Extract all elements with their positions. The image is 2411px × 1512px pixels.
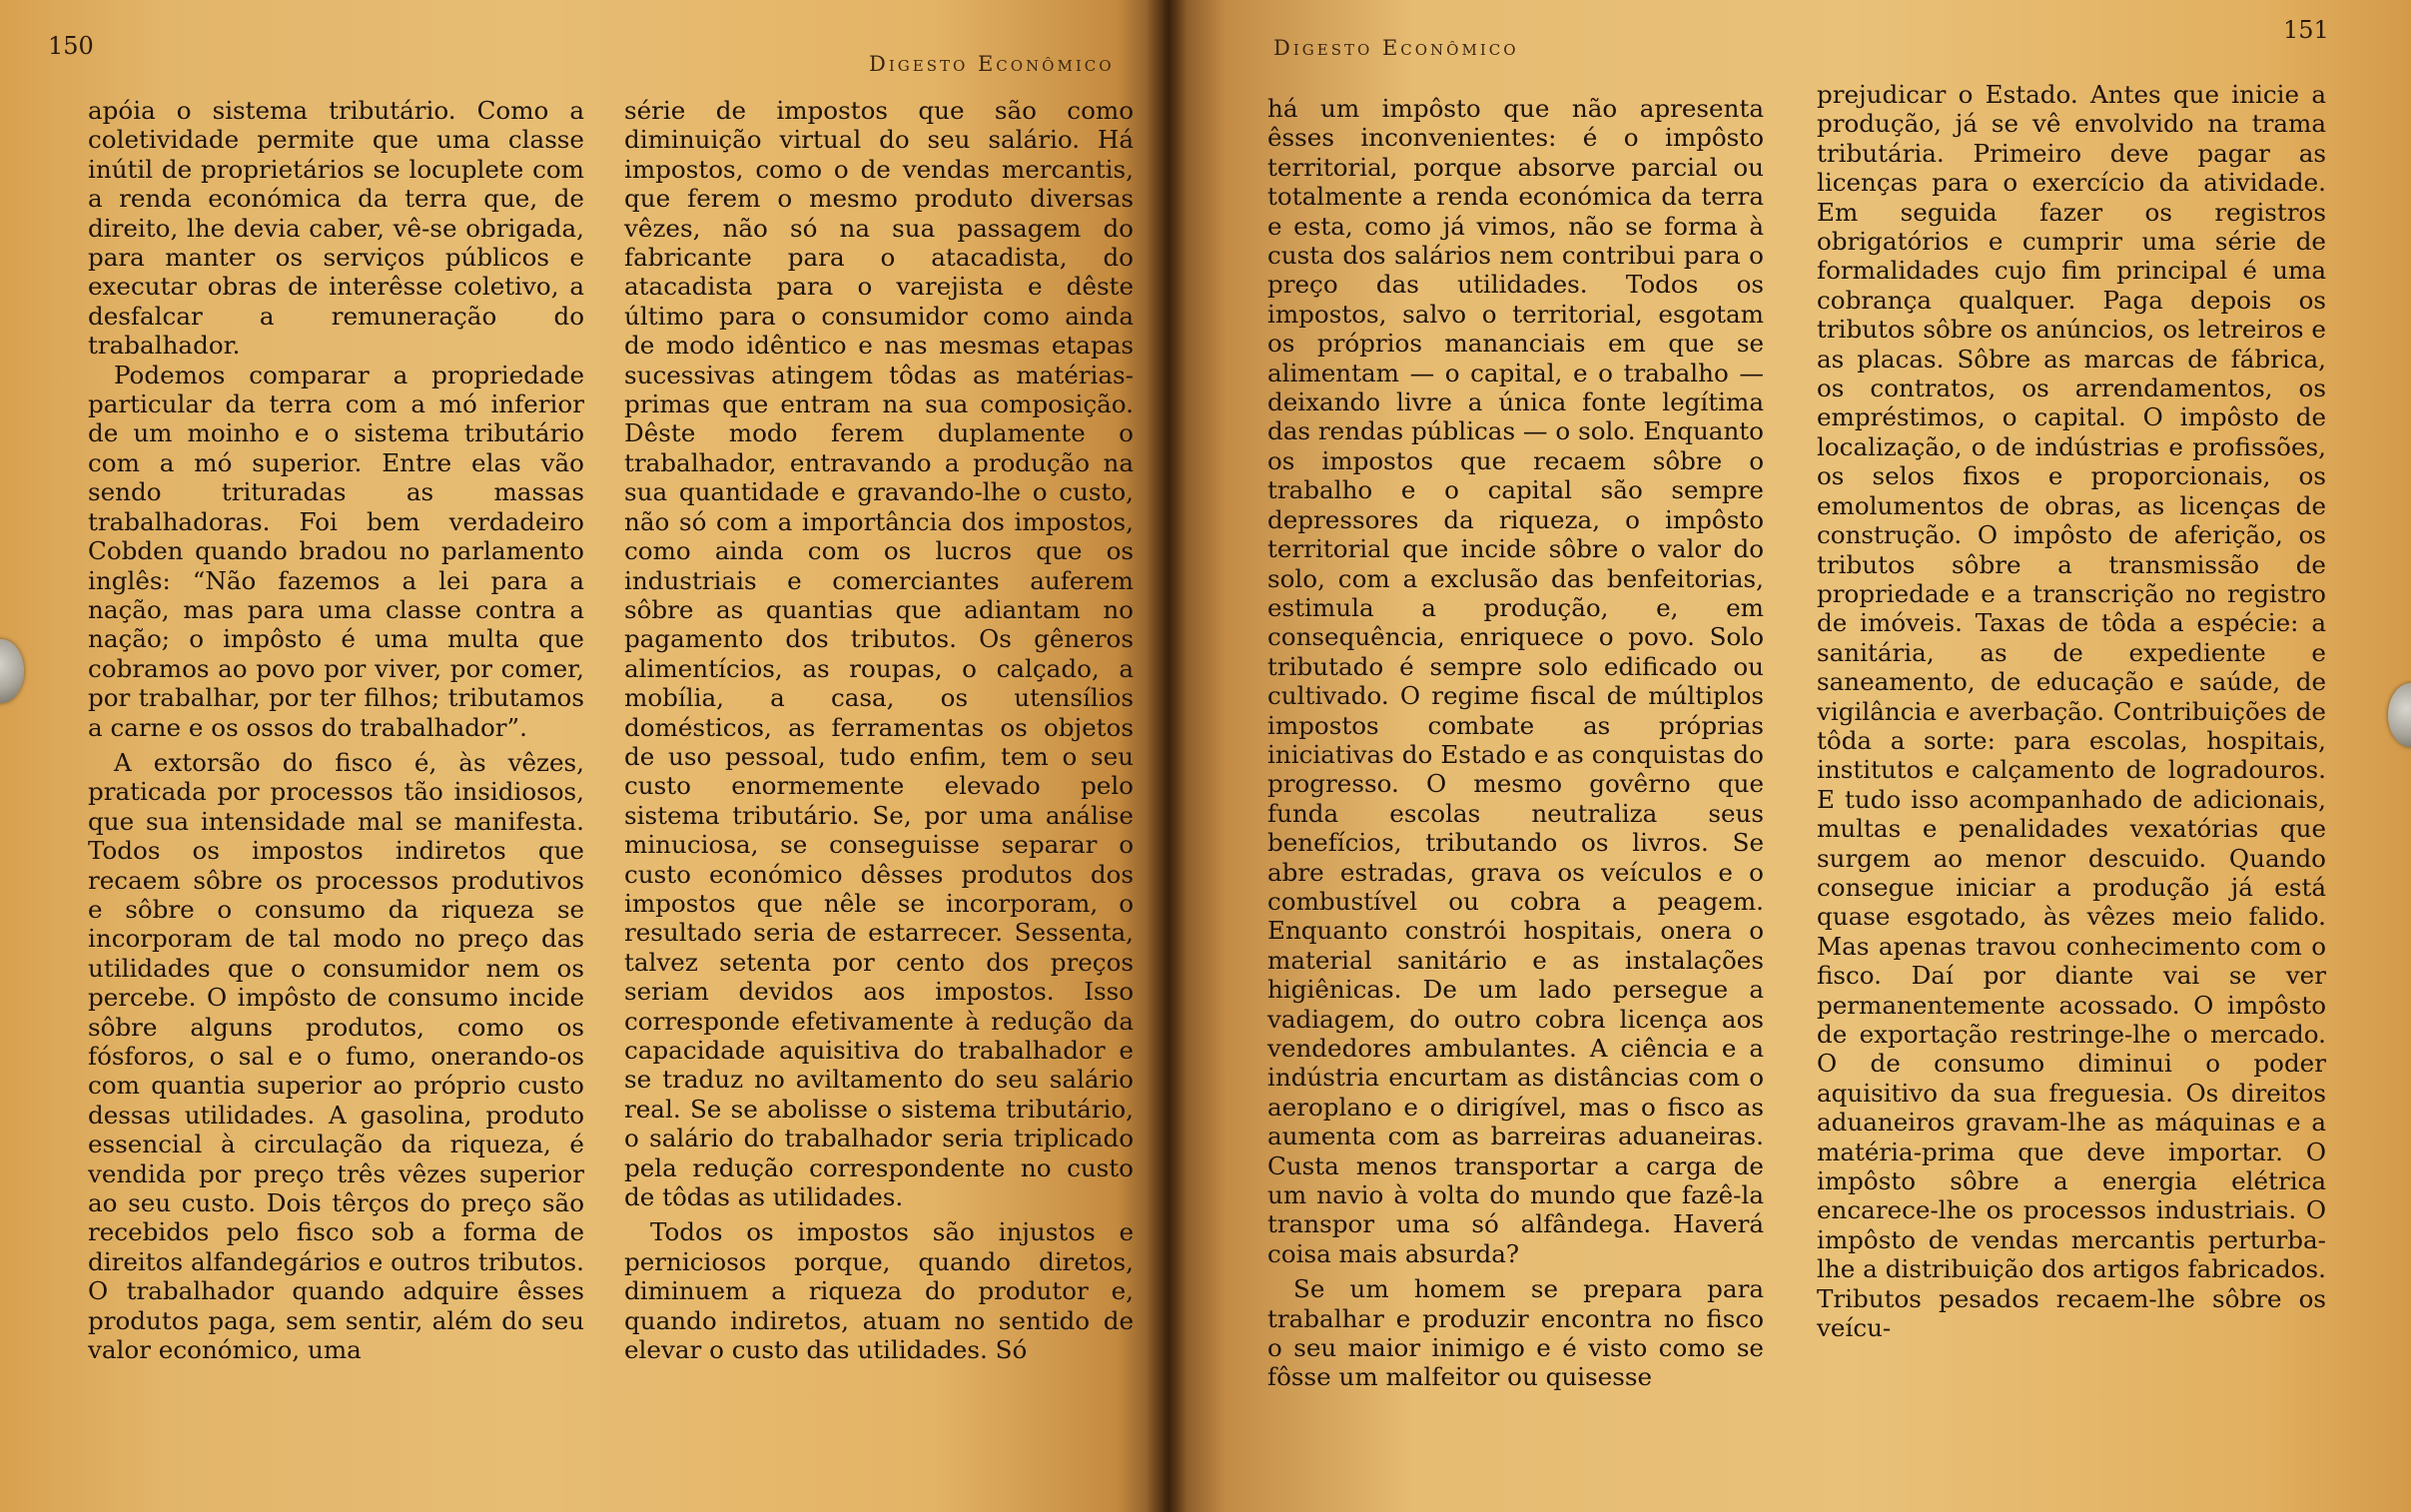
paragraph: Podemos comparar a propriedade particular da terra com a mó inferior de um moinho e o sistema tributário com a mó superior. Entre elas vão sendo trituradas as massas trabalhadoras. Foi bem verdadeiro Cobden quando bradou no parlamento inglês: “Não fazemos a lei para a nação, mas para uma classe contra a nação; o impôsto é uma multa que cobramos ao povo por viver, por comer, por trabalhar, por ter filhos; tributamos a carne e os ossos do trabalhador”. [88, 360, 584, 742]
paragraph: apóia o sistema tributário. Como a coletividade permite que uma classe inútil de proprietários se locuplete com a renda económica da terra que, de direito, lhe devia caber, vê-se obrigada, para manter os serviços públicos e executar obras de interêsse coletivo, a desfalcar a remuneração do trabalhador. [88, 96, 584, 361]
paragraph: Todos os impostos são injustos e perniciosos porque, quando diretos, diminuem a riqueza do produtor e, quando indiretos, atuam no sentido de elevar o custo das utilidades. Só [624, 1217, 1134, 1365]
book-gutter [1147, 0, 1187, 1512]
left-page [0, 0, 1164, 1512]
left-column-1 [88, 96, 584, 1364]
paragraph: prejudicar o Estado. Antes que inicie a produção, já se vê envolvido na trama tributária. Primeiro deve pagar as licenças para o exercício da atividade. Em seguida fazer os registros obrigatórios e cumprir uma série de formalidades cujo fim principal é uma cobrança qualquer. Paga depois os tributos sôbre os anúncios, os letreiros e as placas. Sôbre as marcas de fábrica, os contratos, os arrendamentos, os empréstimos, o capital. O impôsto de localização, o de indústrias e profissões, os selos fixos e proporcionais, os emolumentos de obras, as licenças de construção. O impôsto de aferição, os tributos sôbre a transmissão de propriedade e a transcrição no registro de imóveis. Taxas de tôda a espécie: a sanitária, as de expediente e saneamento, de educação e saúde, de vigilância e averbação. Contribuições de tôda a sorte: para escolas, hospitais, institutos e calçamento de logradouros. E tudo isso acompanhado de adicionais, multas e penalidades vexatórias que surgem ao menor descuido. Quando consegue iniciar a produção já está quase esgotado, às vêzes meio falido. Mas apenas travou conhecimento com o fisco. Daí por diante vai se ver permanentemente acossado. O impôsto de exportação restringe-lhe o mercado. O de consumo diminui o poder aquisitivo da sua freguesia. Os direitos aduaneiros gravam-lhe as máquinas e a matéria-prima que deve importar. O impôsto sôbre a energia elétrica encarece-lhe os processos industriais. O impôsto de vendas mercantis perturba-lhe a distribuição dos artigos fabricados. Tributos pesados recaem-lhe sôbre os veícu- [1817, 80, 2326, 1343]
left-column-2 [624, 96, 1134, 1364]
right-column-1 [1267, 94, 1764, 1392]
binder-pin-icon [2388, 683, 2411, 747]
right-column-2 [1817, 80, 2326, 1342]
paragraph: A extorsão do fisco é, às vêzes, praticada por processos tão insidiosos, que sua intensidade mal se manifesta. Todos os impostos indiretos que recaem sôbre os processos produtivos e sôbre o consumo da riqueza se incorporam de tal modo no preço das utilidades que o consumidor nem os percebe. O impôsto de consumo incide sôbre alguns produtos, como os fósforos, o sal e o fumo, onerando-os com quantia superior ao próprio custo dessas utilidades. A gasolina, produto essencial à circulação da riqueza, é vendida por preço três vêzes superior ao seu custo. Dois têrços do preço são recebidos pelo fisco sob a forma de direitos alfandegários e outros tributos. O trabalhador quando adquire êsses produtos paga, sem sentir, além do seu valor económico, uma [88, 747, 584, 1365]
paragraph: Se um homem se prepara para trabalhar e produzir encontra no fisco o seu maior inimigo e é visto como se fôsse um malfeitor ou quisesse [1267, 1274, 1764, 1392]
right-page [1164, 0, 2411, 1512]
paragraph: série de impostos que são como diminuição virtual do seu salário. Há impostos, como o de vendas mercantis, que ferem o mesmo produto diversas vêzes, não só na sua passagem do fabricante para o atacadista, do atacadista para o varejista e dêste último para o consumidor como ainda de modo idêntico e nas mesmas etapas sucessivas atingem tôdas as matérias-primas que entram na sua composição. Dêste modo ferem duplamente o trabalhador, entravando a produção na sua quantidade e gravando-lhe o custo, não só com a importância dos impostos, como ainda com os lucros que os industriais e comerciantes auferem sôbre as quantias que adiantam no pagamento dos tributos. Os gêneros alimentícios, as roupas, o calçado, a mobília, a casa, os utensílios domésticos, as ferramentas os objetos de uso pessoal, tudo enfim, tem o seu custo enormemente elevado pelo sistema tributário. Se, por uma análise minuciosa, se conseguisse separar o custo económico dêsses produtos dos impostos que nêle se incorporam, o resultado seria de estarrecer. Sessenta, talvez setenta por cento dos preços seriam devidos aos impostos. Isso corresponde efetivamente à redução da capacidade aquisitiva do trabalhador e se traduz no aviltamento do seu salário real. Se se abolisse o sistema tributário, o salário do trabalhador seria triplicado pela redução correspondente no custo de tôdas as utilidades. [624, 96, 1134, 1212]
binder-pin-icon [0, 639, 24, 703]
page-number: 151 [2283, 16, 2329, 44]
running-head: Digesto Econômico [869, 52, 1115, 76]
running-head: Digesto Econômico [1273, 36, 1519, 60]
paragraph: há um impôsto que não apresenta êsses inconvenientes: é o impôsto territorial, porque absorve parcial ou totalmente a renda económica da terra e esta, como já vimos, não se forma à custa dos salários nem contribui para o preço das utilidades. Todos os impostos, salvo o territorial, esgotam os próprios mananciais em que se alimentam — o capital, e o trabalho — deixando livre a única fonte legítima das rendas públicas — o solo. Enquanto os impostos que recaem sôbre o trabalho e o capital são sempre depressores da riqueza, o impôsto territorial que incide sôbre o valor do solo, com a exclusão das benfeitorias, estimula a produção, e, em consequência, enriquece o povo. Solo tributado é sempre solo edificado ou cultivado. O regime fiscal de múltiplos impostos combate as próprias iniciativas do Estado e as conquistas do progresso. O mesmo govêrno que funda escolas neutraliza seus benefícios, tributando os livros. Se abre estradas, grava os veículos e o combustível ou cobra a peagem. Enquanto constrói hospitais, onera o material sanitário e as instalações higiênicas. De um lado persegue a vadiagem, do outro cobra licença aos vendedores ambulantes. A ciência e a indústria encurtam as distâncias com o aeroplano e o dirigível, mas o fisco as aumenta com as barreiras aduaneiras. Custa menos transportar a carga de um navio à volta do mundo que fazê-la transpor uma só alfândega. Haverá coisa mais absurda? [1267, 94, 1764, 1268]
page-number: 150 [48, 32, 94, 60]
